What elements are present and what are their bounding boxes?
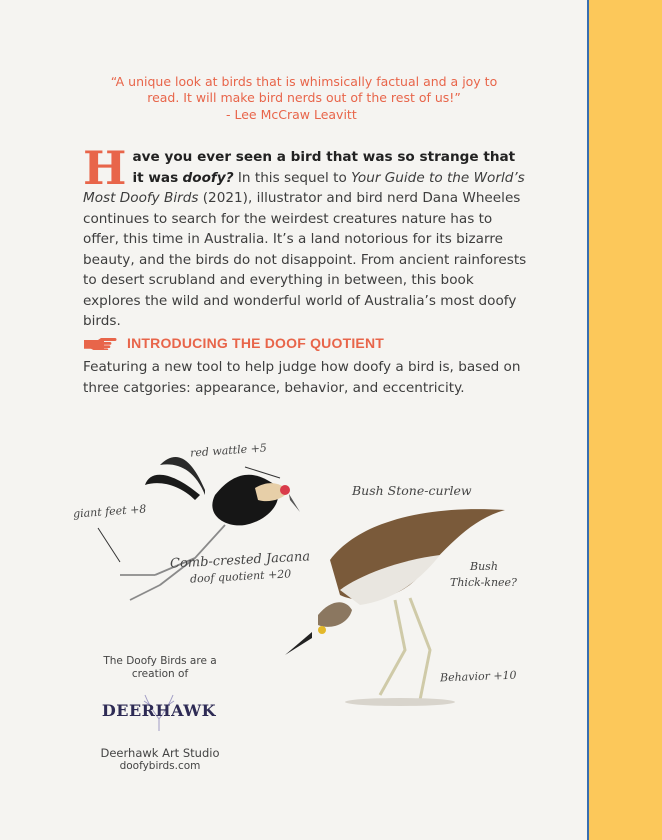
credit-intro <box>90 655 230 681</box>
deerhawk-logo <box>98 689 220 733</box>
drop-cap: H <box>83 141 127 195</box>
book-title: Your Guide to the World’s Most Doofy Birds <box>83 169 525 206</box>
section-title: INTRODUCING THE DOOF QUOTIENT <box>127 335 385 351</box>
studio-site: doofybirds.com <box>119 760 201 772</box>
curlew-alt-name-2: Thick-knee? <box>450 576 517 589</box>
credit-line-2: creation of <box>131 668 189 680</box>
intro-lead: ave you ever seen a bird that was so strange that it was <box>132 149 516 186</box>
intro-text-1: In this sequel to <box>233 169 352 186</box>
wattle-note: red wattle +5 <box>189 441 268 460</box>
curlew-behavior: Behavior +10 <box>439 668 517 685</box>
studio-name: Deerhawk Art Studio <box>100 746 220 760</box>
review-quote: “A unique look at birds that is whimsically factual and a joy to read. It will make bird nerds out of the rest of us!” <box>110 74 498 105</box>
credit-line-1: The Doofy Birds are a <box>103 655 217 667</box>
curlew-name: Bush Stone-curlew <box>352 483 472 498</box>
jacana-quotient: doof quotient +20 <box>189 567 292 586</box>
jacana-name: Comb-crested Jacana <box>169 549 311 572</box>
quote-author: - Lee McCraw Leavitt <box>226 107 357 122</box>
logo-text: DEERHAWK <box>101 701 217 720</box>
side-strip <box>589 0 662 840</box>
intro-lead-italic: doofy? <box>182 169 234 186</box>
section-body: Featuring a new tool to help judge how doofy a bird is, based on three catgories: appearance, behavior, and eccentricity. <box>83 359 521 396</box>
intro-text-2: (2021), illustrator and bird nerd Dana Wheeles continues to search for the weirdest creatures nature has to offer, this time in Australia. It’s a land notorious for its bizarre beauty, and the birds do not disappoint. From ancient rainforests to desert scrubland and everything in between, this book explores the wild and wonderful world of Australia’s most doofy birds. <box>83 190 527 329</box>
feet-note: giant feet +8 <box>72 502 147 521</box>
curlew-alt-name-1: Bush <box>470 560 498 573</box>
